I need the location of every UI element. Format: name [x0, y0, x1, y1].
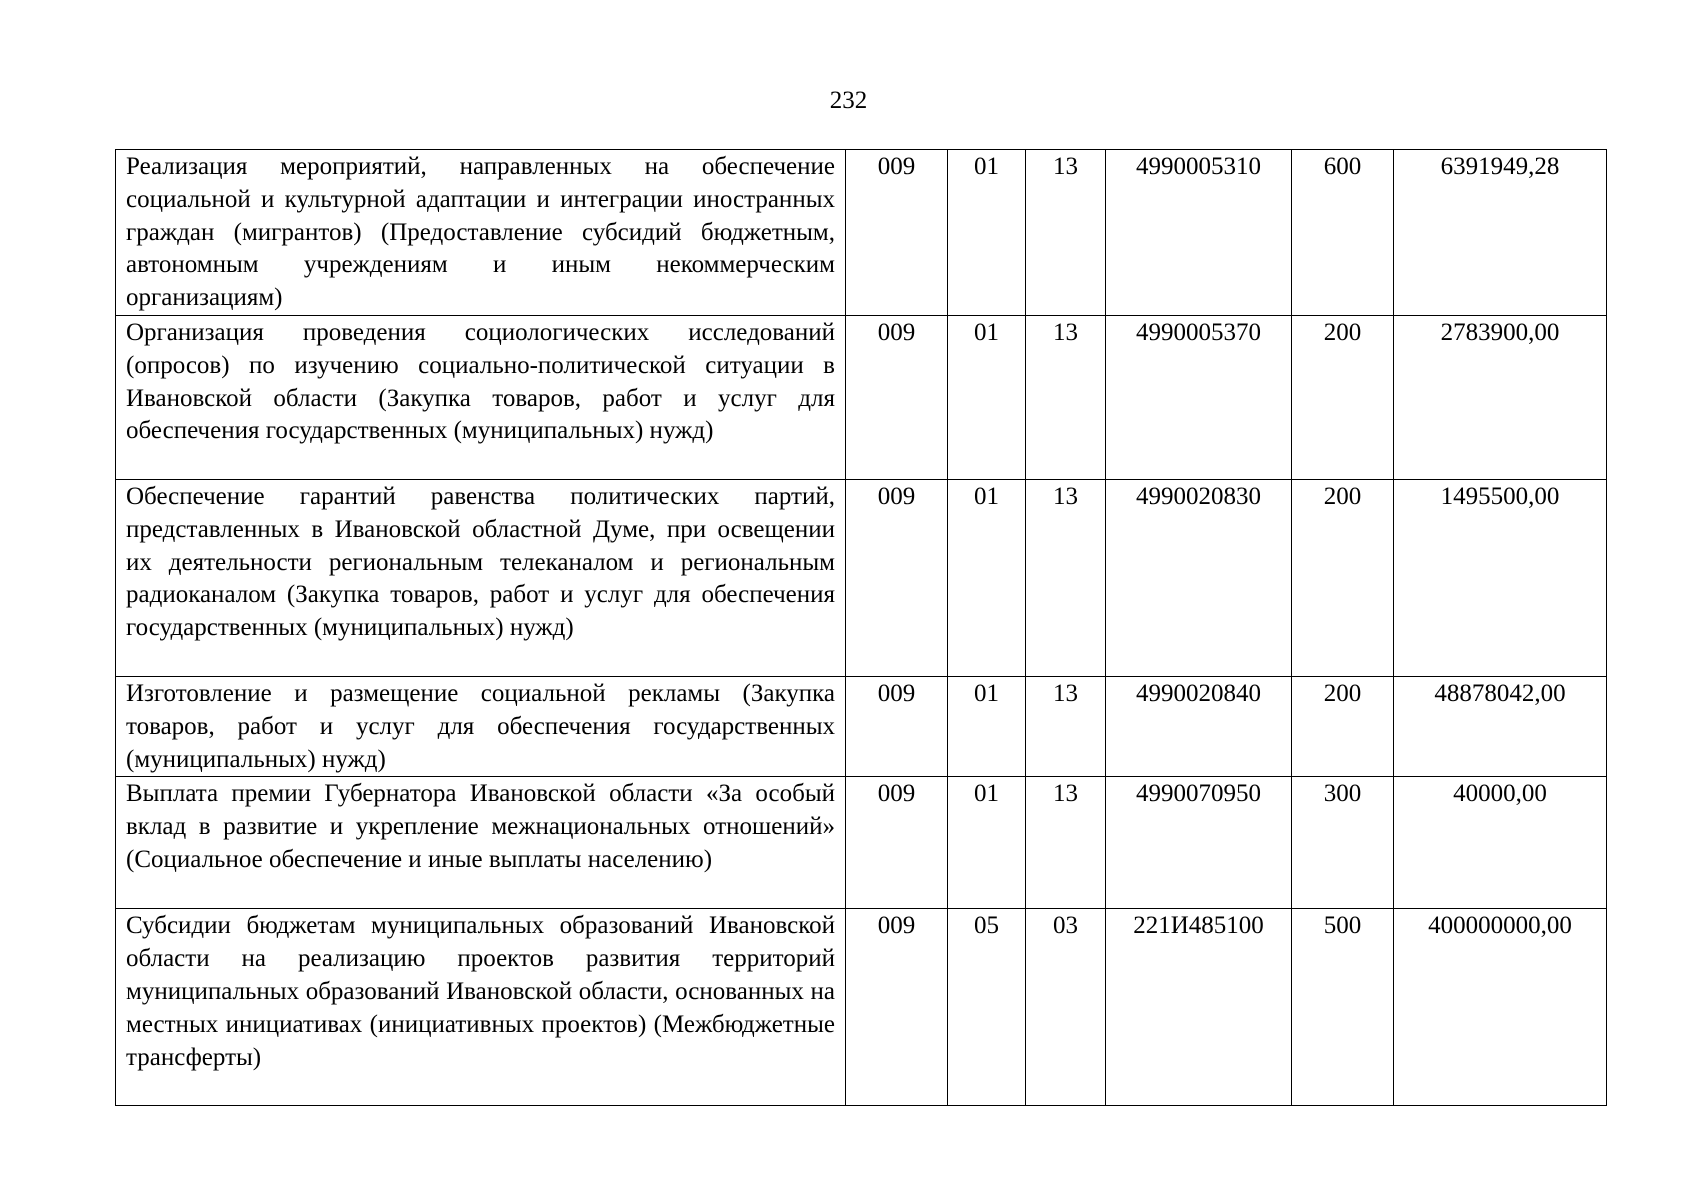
podrazdel-cell: 13 — [1026, 315, 1106, 479]
razdel-cell: 01 — [948, 777, 1026, 909]
razdel-cell: 01 — [948, 676, 1026, 776]
target-article-cell: 4990020840 — [1106, 676, 1292, 776]
row-description: Субсидии бюджетам муниципальных образований Ивановской области на реализацию проектов развития территорий муниципальных образований Ивановской области, основанных на местных инициативах (инициативных проектов) (Межбюджетные трансферты) — [116, 909, 846, 1106]
grbs-cell: 009 — [846, 150, 948, 316]
sum-cell: 400000000,00 — [1394, 909, 1607, 1106]
razdel-cell: 05 — [948, 909, 1026, 1106]
table-row — [116, 777, 1607, 909]
podrazdel-cell: 03 — [1026, 909, 1106, 1106]
target-article-cell: 4990005310 — [1106, 150, 1292, 316]
sum-cell: 6391949,28 — [1394, 150, 1607, 316]
row-description: Реализация мероприятий, направленных на обеспечение социальной и культурной адаптации и интеграции иностранных граждан (мигрантов) (Предоставление субсидий бюджетным, автономным учреждениям и иным некоммерческим организациям) — [116, 150, 846, 316]
target-article-cell: 221И485100 — [1106, 909, 1292, 1106]
page-number: 232 — [829, 87, 868, 114]
razdel-cell: 01 — [948, 315, 1026, 479]
expense-type-cell: 600 — [1292, 150, 1394, 316]
podrazdel-cell: 13 — [1026, 676, 1106, 776]
row-description: Обеспечение гарантий равенства политических партий, представленных в Ивановской областной Думе, при освещении их деятельности региональным телеканалом и региональным радиоканалом (Закупка товаров, работ и услуг для обеспечения государственных (муниципальных) нужд) — [116, 479, 846, 676]
sum-cell: 2783900,00 — [1394, 315, 1607, 479]
target-article-cell: 4990005370 — [1106, 315, 1292, 479]
budget-table — [115, 149, 1607, 1106]
grbs-cell: 009 — [846, 777, 948, 909]
sum-cell: 1495500,00 — [1394, 479, 1607, 676]
expense-type-cell: 500 — [1292, 909, 1394, 1106]
podrazdel-cell: 13 — [1026, 150, 1106, 316]
grbs-cell: 009 — [846, 479, 948, 676]
grbs-cell: 009 — [846, 909, 948, 1106]
expense-type-cell: 200 — [1292, 315, 1394, 479]
grbs-cell: 009 — [846, 676, 948, 776]
table-row — [116, 479, 1607, 676]
row-description: Изготовление и размещение социальной рекламы (Закупка товаров, работ и услуг для обеспечения государственных (муниципальных) нужд) — [116, 676, 846, 776]
expense-type-cell: 200 — [1292, 676, 1394, 776]
sum-cell: 40000,00 — [1394, 777, 1607, 909]
expense-type-cell: 200 — [1292, 479, 1394, 676]
table-row — [116, 315, 1607, 479]
table-row — [116, 150, 1607, 316]
podrazdel-cell: 13 — [1026, 777, 1106, 909]
sum-cell: 48878042,00 — [1394, 676, 1607, 776]
podrazdel-cell: 13 — [1026, 479, 1106, 676]
expense-type-cell: 300 — [1292, 777, 1394, 909]
grbs-cell: 009 — [846, 315, 948, 479]
table-row — [116, 909, 1607, 1106]
row-description: Организация проведения социологических исследований (опросов) по изучению социально-политической ситуации в Ивановской области (Закупка товаров, работ и услуг для обеспечения государственных (муниципальных) нужд) — [116, 315, 846, 479]
target-article-cell: 4990020830 — [1106, 479, 1292, 676]
table-row — [116, 676, 1607, 776]
row-description: Выплата премии Губернатора Ивановской области «За особый вклад в развитие и укрепление межнациональных отношений» (Социальное обеспечение и иные выплаты населению) — [116, 777, 846, 909]
target-article-cell: 4990070950 — [1106, 777, 1292, 909]
razdel-cell: 01 — [948, 150, 1026, 316]
razdel-cell: 01 — [948, 479, 1026, 676]
